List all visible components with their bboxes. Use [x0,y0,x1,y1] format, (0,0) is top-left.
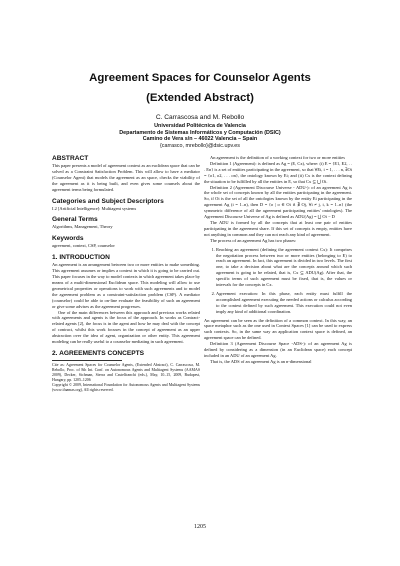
author-address: Camino de Vera s/n – 46022 Valencia – Spain [142,136,258,142]
general-terms-text: Algorithms, Management, Theory [52,224,113,230]
agreements-concepts-heading: 2. AGREEMENTS CONCEPTS [52,349,145,357]
phases-list [204,247,352,315]
definition-ads: Definition 3 (Agreement Discourse Space -ADS-): of an agreement Ag is defined by considering as a dimension (in an Euclidean space) each concept included in an ADU of an agreement Ag. [204,341,352,358]
phase-item-execution: 2. Agreement execution: In this phase, each entity must fulfill the accomplished agreement executing the needed actions or calculus according to the context defined by such agreement. This execution could not even imply any kind of additional coordination. [216,291,352,315]
phases-intro: The process of an agreement Ag has two phases: [210,237,297,243]
definition-agreement: Definition 1 (Agreement): is defined as Ag = (E, Cx), where: (i) E = {E1, E2, . . . En} is a set of entities participating in the agreement, so that ∀Ei, i = 1, . . . n, ∃Oi = {o1, o2, . . . on}, the ontology known by Ei; and (ii) Cx is the context defining the situation to be fulfilled by all the entities in E, so that Cx ⊆ ⋃ Oi. [204,160,352,184]
keywords-heading: Keywords [52,235,84,243]
footnote-copyright: Copyright © 2009, International Foundation for Autonomous Agents and Multiagent Systems (www.ifaamas.org), All rights reserved. [52,382,200,392]
introduction-paragraph-1: An agreement is an arrangement between two or more entities to make something. This agreement assumes or implies a context in which it is going to be carried out. This paper focuses in the way to model contexts in which agreement takes place by means of a multi-dimensional Euclidean space. This modeling will allow to use geometrical properties or operations to work with such agreements and to model the agreement problem as a constraint-satisfaction problem (CSP). A mediator (counselor) could be able to on-line evaluate the feasibility of such an agreement or give some advises as the agreement progresses. [52,262,200,309]
introduction-paragraph-2: One of the main differences between this approach and previous works related with agreements and agents is the focus of the approach. In works as Contract-related agents [2], the focus is in the agent and how he may deal with the concept of contract, whilst this work focuses in the concept of agreement as an upper abstraction over the idea of agent, organization or other entity. This agreement modeling can be really useful to a counselor mediating in such agreement. [52,309,200,345]
definition-adu: Definition 2 (Agreement Discourse Universe - ADU-): of an agreement Ag is the whole set of concepts known by all the entities participating in the agreement. So, if Oi is the set of all the ontologies known by the entity Ei participating in the agreement Ag (i = 1..n), then D = {o | o ∈ Oi ∧ ∄ Oj, ∀i ≠ j, i, k = 1..n} (the symmetric difference of all the agreement participating entities' ontologies). The Agreement Discourse Universe of Ag is defined as ADU(Ag) = ⋃ Oi − D [204,184,352,220]
general-terms-heading: General Terms [52,216,98,224]
right-column [204,155,352,365]
categories-text: I.2 [Artificial Intelligence]: Multiagent systems [52,205,137,211]
introduction-heading: 1. INTRODUCTION [52,254,110,262]
author-department: Departamento de Sistemas Informáticos y Computación (DSIC) [119,130,281,136]
categories-heading: Categories and Subject Descriptors [52,197,164,205]
phase-item-reaching: 1. Reaching an agreement (defining the agreement context Cx): It comprises the negotiation process between two or more entities (belonging to E) to reach an agreement. In fact, this agreement is divided in two levels. The first one, to take a decision about what are the concepts around which such agreement is going to be related, that is, Cx ⊆ ADU(Ag). After that, the specific terms of such agreement must be fixed, that is, the values or intervals for the concepts in Cx. [216,247,352,288]
author-email: {carrasco, mrebollo}@dsic.upv.es [160,143,240,149]
keywords-text: agreement, context, CSP, counselor [52,243,115,249]
abstract-text: This paper presents a model of agreement context as an euclidean space that can be solved as a Constraint Satisfaction Problem. This will allow to have a mediator (Counselor Agent) that models the agreement as an space, checks the viability of the agreement as it is being built, and even gives some counsels about the agreement terms being formulated. [52,163,200,192]
ads-continuation: That is, the ADS of an agreement Ag is an n-dimensional [210,358,312,364]
left-column [52,155,200,393]
footnote-rule [52,360,122,361]
author-names: C. Carrascosa and M. Rebollo [155,114,245,121]
author-university: Universidad Politécnica de Valencia [154,123,246,129]
footnote-citation: Cite as: Agreement Spaces for Counselor Agents, (Extended Abstract), C. Carrascosa, M. Rebollo, Proc. of 8th Int. Conf. on Autonomous Agents and Multiagent Systems (AAMAS 2009), Decker, Sichman, Sierra and Castelfranchi (eds.), May, 10–15, 2009, Budapest, Hungary, pp. 1205–1206 [52,362,200,382]
space-metaphor-text: An agreement can be seen as the definition of a common context. In this way, an space metaphor such as the one used in Context Spaces [1] can be used to express such contexts. So, in the same way an application context space is defined, an agreement space can be defined. [204,317,352,341]
paper-title: Agreement Spaces for Counselor Agents [89,72,311,84]
page-number: 1205 [194,524,206,530]
agreement-intro-text: An agreement is the definition of a working context for two or more entities [210,155,345,160]
paper-subtitle: (Extended Abstract) [146,92,254,104]
adu-explanation: The ADU is formed by all the concepts that at least one pair of entities participating in the agreement share. If this set of concepts is empty, entities have not anything in common and they can not reach any kind of agreement. [204,219,352,237]
abstract-heading: ABSTRACT [52,155,89,162]
